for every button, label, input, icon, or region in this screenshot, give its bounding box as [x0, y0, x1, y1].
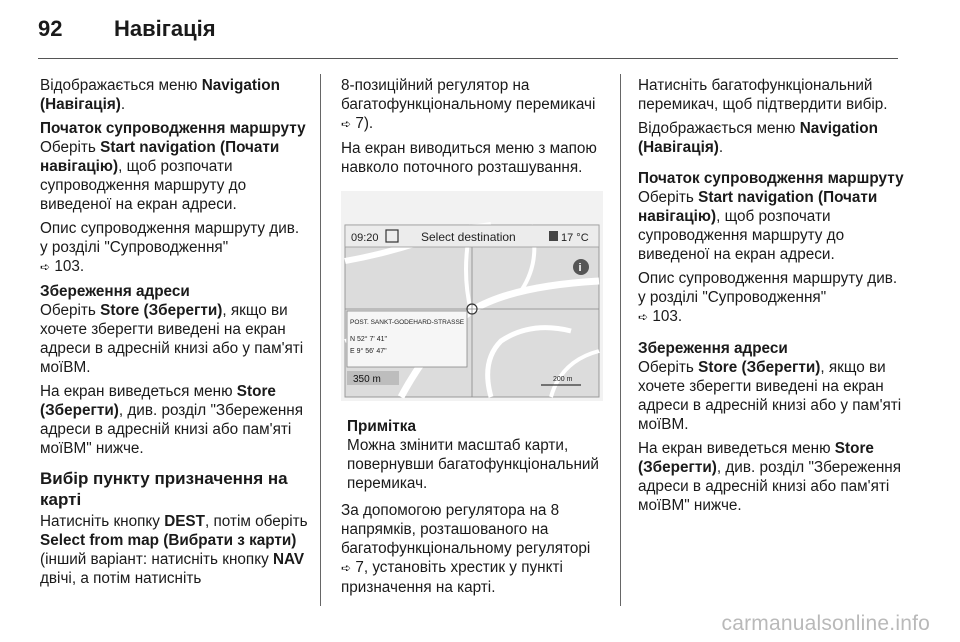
- paragraph: Початок супроводження маршруту Оберіть Start navigation (Почати навігацію), щоб розпочати супроводження маршруту до виведеної на екран адреси.: [40, 119, 308, 214]
- column-divider: [620, 74, 621, 606]
- paragraph: Збереження адреси Оберіть Store (Зберегти), якщо ви хочете зберегти виведені на екран адреси в адресній книзі або у пам'яті моїВМ.: [638, 339, 906, 434]
- paragraph: На екран виведеться меню Store (Зберегти), див. розділ "Збереження адреси в адресній книзі або пам'яті моїВМ" нижче.: [40, 383, 304, 457]
- page-ref-icon: ➪: [638, 310, 649, 324]
- column-divider: [320, 74, 321, 606]
- note-box: [347, 417, 609, 493]
- svg-text:i: i: [578, 262, 582, 274]
- subheading: Початок супроводження маршруту: [40, 120, 306, 137]
- paragraph: Натисніть багатофункціональний перемикач, щоб підтвердити вибір.: [638, 77, 888, 113]
- screen-time: 09:20: [351, 232, 379, 244]
- column-2: [341, 76, 609, 602]
- section-heading: Вибір пункту призначення на карті: [40, 469, 288, 509]
- paragraph: Відображається меню Navigation (Навігація).: [638, 120, 878, 156]
- page-number: 92: [38, 16, 63, 41]
- temperature-icon: [549, 231, 558, 241]
- column-1: [40, 76, 308, 593]
- page-ref-icon: ➪: [341, 561, 352, 575]
- note-title: Примітка: [347, 418, 416, 435]
- screen-temperature: 17 °C: [561, 232, 589, 244]
- paragraph: Початок супроводження маршруту Оберіть Start navigation (Почати навігацію), щоб розпочати супроводження маршруту до виведеної на екран адреси.: [638, 169, 906, 264]
- header-rule: [38, 58, 898, 59]
- page-header: [38, 16, 216, 46]
- paragraph: Опис супроводження маршруту див. у розділі "Супроводження" ➪ 103.: [638, 270, 898, 325]
- paragraph: 8-позиційний регулятор на багатофункціональному перемикачі ➪ 7).: [341, 77, 596, 132]
- note-text: Можна змінити масштаб карти, повернувши багатофункціональний перемикач.: [347, 437, 599, 492]
- screen-title: Select destination: [421, 230, 516, 244]
- subheading: Збереження адреси: [40, 283, 190, 300]
- column-3: [638, 76, 906, 520]
- subheading: Збереження адреси: [638, 340, 788, 357]
- navigation-screen-image: [341, 191, 603, 401]
- subheading: Початок супроводження маршруту: [638, 170, 904, 187]
- page-ref-icon: ➪: [341, 117, 352, 131]
- watermark: carmanualsonline.info: [721, 612, 930, 635]
- paragraph: Натисніть кнопку DEST, потім оберіть Select from map (Вибрати з карти) (інший варіант: натисніть кнопку NAV двічі, а потім натисніть: [40, 513, 308, 587]
- screen-longitude: E 9° 56' 47": [350, 348, 387, 355]
- screen-latitude: N 52° 7' 41": [350, 336, 387, 343]
- paragraph: Відображається меню Navigation (Навігація).: [40, 77, 280, 113]
- paragraph: На екран виведеться меню Store (Зберегти), див. розділ "Збереження адреси в адресній книзі або пам'яті моїВМ" нижче.: [638, 440, 902, 514]
- screen-distance: 350 m: [353, 374, 381, 385]
- paragraph: За допомогою регулятора на 8 напрямків, розташованого на багатофункціональному регуляторі ➪ 7, установіть хрестик у пункті призначення на карті.: [341, 502, 591, 596]
- paragraph: Опис супроводження маршруту див. у розділі "Супроводження" ➪ 103.: [40, 220, 300, 275]
- map-display: [341, 191, 603, 401]
- screen-scale: 200 m: [553, 376, 573, 383]
- page-ref-icon: ➪: [40, 260, 51, 274]
- paragraph: На екран виводиться меню з мапою навколо поточного розташування.: [341, 140, 597, 176]
- page-title: Навігація: [114, 16, 216, 41]
- screen-address: POST. SANKT-GODEHARD-STRASSE: [350, 319, 465, 326]
- paragraph: Збереження адреси Оберіть Store (Зберегти), якщо ви хочете зберегти виведені на екран адреси в адресній книзі або у пам'яті моїВМ.: [40, 282, 308, 377]
